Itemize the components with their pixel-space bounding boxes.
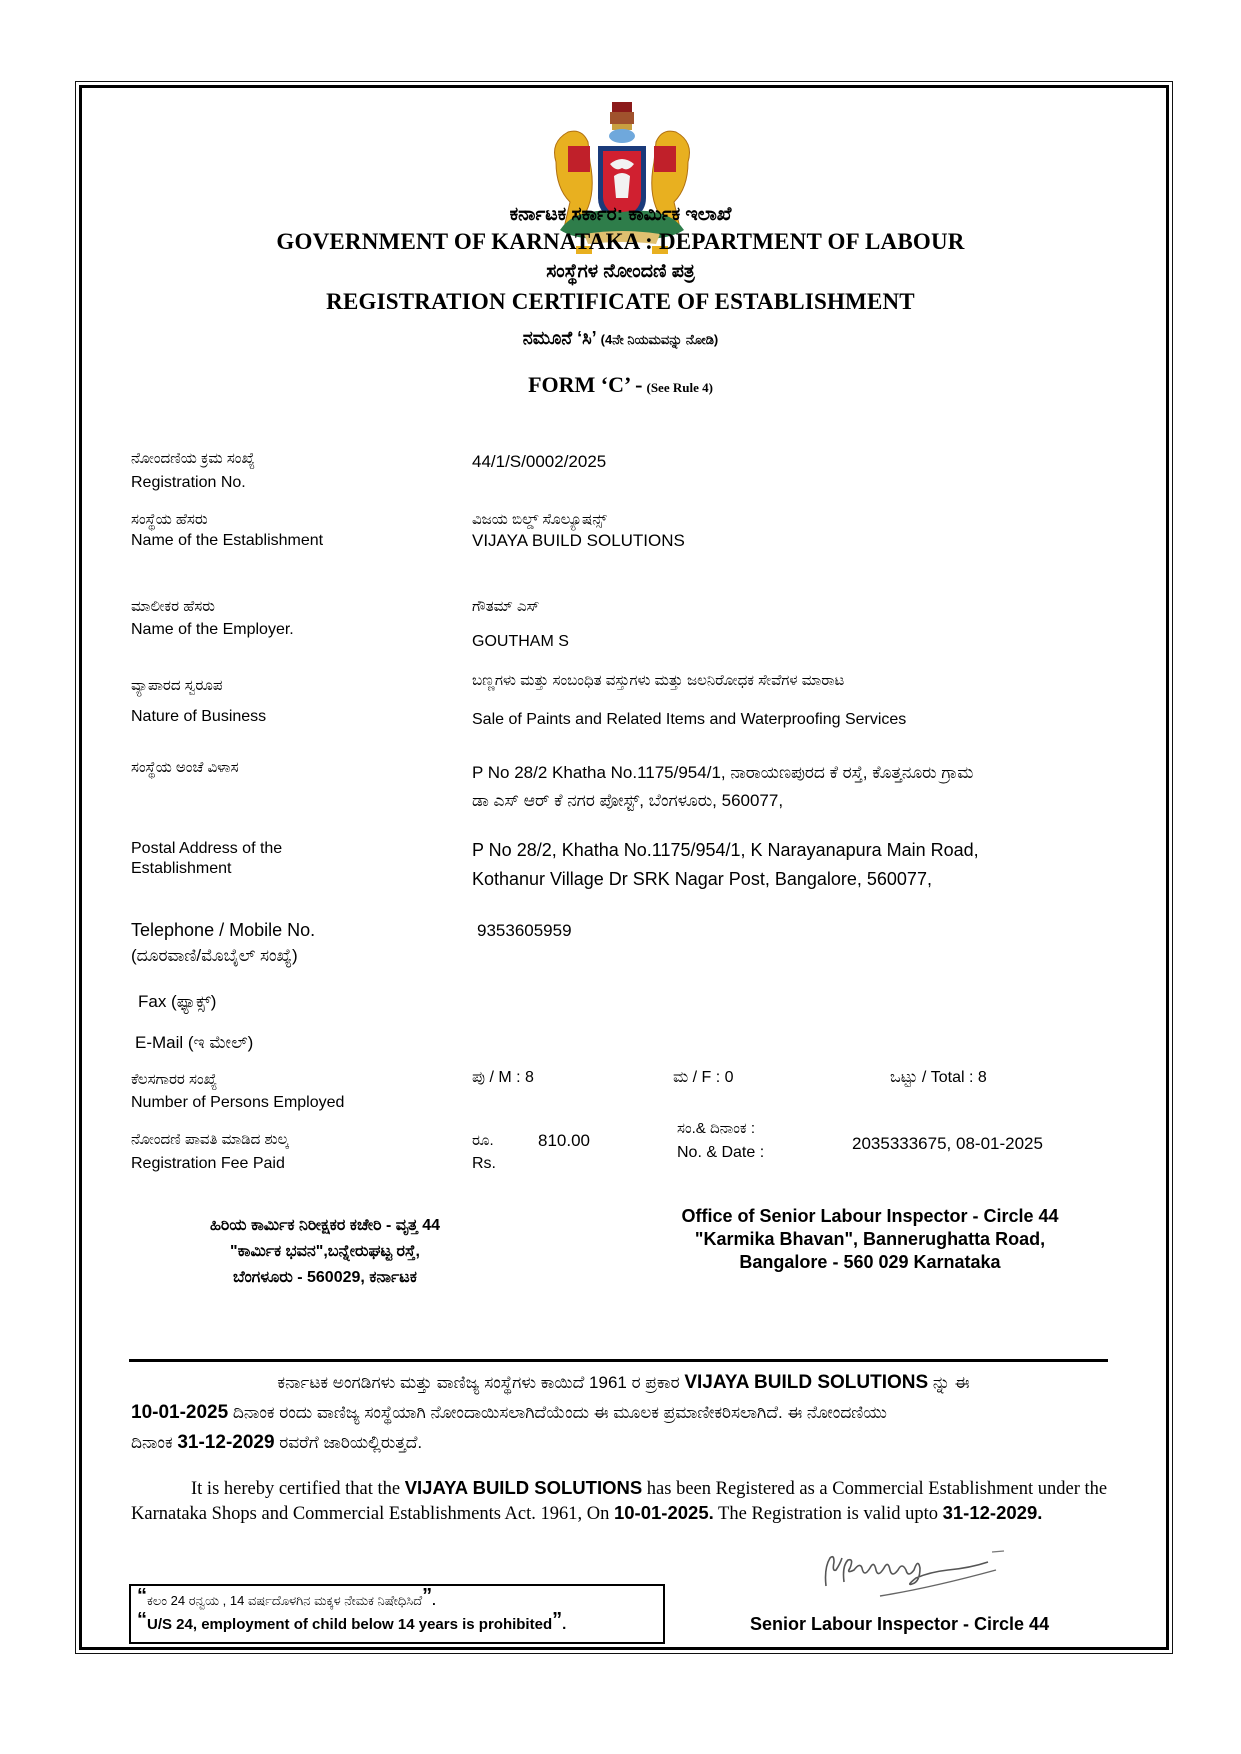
address-kn-line2: ಡಾ ಎಸ್ ಆರ್ ಕೆ ನಗರ ಪೋಸ್ಟ್, ಬೆಂಗಳೂರು, 560077,	[472, 791, 784, 810]
period: .	[562, 1616, 567, 1633]
female-count	[673, 1069, 734, 1087]
male-count	[472, 1069, 534, 1087]
male-count-value: 8	[525, 1069, 534, 1086]
employer-name-value-kn: ಗೌತಮ್ ಎಸ್	[472, 598, 540, 615]
cert-en-date-from: 10-01-2025.	[613, 1502, 714, 1523]
telephone-value: 9353605959	[477, 921, 572, 940]
male-count-label: ಪು / M :	[472, 1069, 521, 1086]
certificate-title-en: REGISTRATION CERTIFICATE OF ESTABLISHMENT	[326, 289, 915, 314]
registration-no-label-kn: ನೋಂದಣಿಯ ಕ್ರಮ ಸಂಖ್ಯೆ	[131, 450, 256, 467]
address-label-kn: ಸಂಸ್ಥೆಯ ಅಂಚೆ ವಿಳಾಸ	[131, 759, 239, 776]
fee-ref-label: No. & Date :	[677, 1144, 765, 1161]
persons-employed-label: Number of Persons Employed	[131, 1094, 345, 1111]
email-label: E-Mail (ಇ ಮೇಲ್)	[135, 1033, 254, 1052]
cert-kn-establishment-name: VIJAYA BUILD SOLUTIONS	[684, 1372, 929, 1393]
fee-currency-en: Rs.	[472, 1155, 496, 1172]
office-kn-line2: "ಕಾರ್ಮಿಕ ಭವನ",ಬನ್ನೇರುಘಟ್ಟ ರಸ್ತೆ,	[230, 1243, 420, 1260]
section-divider	[129, 1359, 1108, 1362]
government-title-kn: ಕರ್ನಾಟಕ ಸರ್ಕಾರ: ಕಾರ್ಮಿಕ ಇಲಾಖೆ	[509, 204, 732, 225]
establishment-name-value-kn: ವಿಜಯ ಬಿಲ್ಡ್ ಸೊಲ್ಯೂಷನ್ಸ್	[472, 511, 607, 528]
form-rule-en: (See Rule 4)	[646, 380, 713, 395]
cert-kn-text: ದಿನಾಂಕ	[131, 1433, 178, 1452]
cert-kn-text: ಕರ್ನಾಟಕ ಅಂಗಡಿಗಳು ಮತ್ತು ವಾಣಿಜ್ಯ ಸಂಸ್ಥೆಗಳು ಕಾಯಿದೆ 1961 ರ ಪ್ರಕಾರ	[277, 1373, 685, 1392]
warning-en-text: U/S 24, employment of child below 14 years is prohibited	[147, 1616, 553, 1633]
office-kn-line3: ಬೆಂಗಳೂರು - 560029, ಕರ್ನಾಟಕ	[233, 1269, 417, 1286]
office-address-en	[620, 1205, 1120, 1274]
cert-kn-date-to: 31-12-2029	[177, 1432, 275, 1453]
cert-en-text: It is hereby certified that the	[191, 1479, 405, 1499]
warning-en	[137, 1609, 657, 1637]
employer-name-value: GOUTHAM S	[472, 633, 569, 650]
certificate-title-kn: ಸಂಸ್ಥೆಗಳ ನೋಂದಣಿ ಪತ್ರ	[546, 261, 695, 282]
business-nature-label: Nature of Business	[131, 708, 267, 725]
warning-kn-text: ಕಲಂ 24 ರನ್ವಯ , 14 ವರ್ಷದೊಳಗಿನ ಮಕ್ಕಳ ನೇಮಕ ನಿಷೇಧಿಸಿದೆ	[147, 1593, 423, 1608]
government-title-en: GOVERNMENT OF KARNATAKA : DEPARTMENT OF LABOUR	[276, 229, 965, 254]
fee-currency-kn: ರೂ.	[472, 1132, 494, 1149]
form-name-en: FORM ‘C’ -	[528, 372, 643, 397]
close-quote: ”	[552, 1609, 563, 1631]
office-en-line3: Bangalore - 560 029 Karnataka	[739, 1252, 1001, 1272]
form-name-kn: ನಮೂನೆ ‘ಸಿ’	[522, 328, 597, 348]
cert-kn-date-from: 10-01-2025	[131, 1402, 229, 1423]
fee-ref-value: 2035333675, 08-01-2025	[852, 1134, 1043, 1153]
cert-kn-text: ರವರೆಗೆ ಜಾರಿಯಲ್ಲಿರುತ್ತದೆ.	[274, 1433, 423, 1452]
fee-amount: 810.00	[538, 1131, 590, 1150]
cert-en-establishment-name: VIJAYA BUILD SOLUTIONS	[404, 1477, 643, 1498]
fee-label-kn: ನೋಂದಣಿ ಪಾವತಿ ಮಾಡಿದ ಶುಲ್ಕ	[131, 1131, 289, 1148]
office-en-line1: Office of Senior Labour Inspector - Circle 44	[681, 1206, 1059, 1226]
period: .	[432, 1593, 436, 1608]
fee-ref-label-kn: ಸಂ.& ದಿನಾಂಕ :	[677, 1120, 756, 1137]
cert-en-text: has been Registered as a Commercial Establishment under the Karnataka Shops and Commercial Establishments Act. 1961, On	[131, 1479, 1108, 1524]
employer-name-label-kn: ಮಾಲೀಕರ ಹೆಸರು	[131, 598, 215, 615]
establishment-name-label-kn: ಸಂಸ್ಥೆಯ ಹೆಸರು	[131, 511, 208, 528]
warning-kn	[137, 1585, 657, 1613]
certification-text-en	[131, 1476, 1121, 1526]
signatory-title: Senior Labour Inspector - Circle 44	[750, 1614, 1050, 1634]
signature-icon	[820, 1548, 1020, 1608]
female-count-label: ಮ / F :	[673, 1069, 725, 1086]
employer-name-label: Name of the Employer.	[131, 621, 294, 638]
registration-no-label: Registration No.	[131, 474, 246, 491]
business-nature-label-kn: ವ್ಯಾಪಾರದ ಸ್ವರೂಪ	[131, 677, 223, 694]
cert-en-text: The Registration is valid upto	[713, 1504, 943, 1524]
telephone-label-kn: (ದೂರವಾಣಿ/ಮೊಬೈಲ್ ಸಂಖ್ಯೆ)	[131, 946, 298, 965]
open-quote: “	[137, 1585, 147, 1607]
office-kn-line1: ಹಿರಿಯ ಕಾರ್ಮಿಕ ನಿರೀಕ್ಷಕರ ಕಚೇರಿ - ವೃತ್ತ 44	[209, 1217, 441, 1234]
establishment-name-label: Name of the Establishment	[131, 532, 324, 549]
cert-en-date-to: 31-12-2029.	[942, 1502, 1043, 1523]
certification-text-kn-line1	[131, 1368, 1116, 1398]
postal-address-label-line1: Postal Address of the	[131, 840, 283, 857]
total-count-label: ಒಟ್ಟು / Total :	[890, 1069, 974, 1086]
postal-address-line2: Kothanur Village Dr SRK Nagar Post, Bangalore, 560077,	[472, 869, 932, 889]
persons-employed-label-kn: ಕೆಲಸಗಾರರ ಸಂಖ್ಯೆ	[131, 1071, 218, 1088]
child-labour-warning-box	[129, 1584, 665, 1644]
office-en-line2: "Karmika Bhavan", Bannerughatta Road,	[694, 1229, 1046, 1249]
cert-kn-text: ನ್ನು ಈ	[928, 1373, 970, 1392]
registration-no-value: 44/1/S/0002/2025	[472, 452, 607, 471]
telephone-label: Telephone / Mobile No.	[131, 920, 316, 940]
fee-label: Registration Fee Paid	[131, 1155, 285, 1172]
cert-kn-text: ದಿನಾಂಕ ರಂದು ವಾಣಿಜ್ಯ ಸಂಸ್ಥೆಯಾಗಿ ನೋಂದಾಯಿಸಲಾಗಿದೆಯೆಂದು ಈ ಮೂಲಕ ಪ್ರಮಾಣೀಕರಿಸಲಾಗಿದೆ. ಈ ನೋಂದಣಿಯು	[228, 1403, 887, 1422]
establishment-name-value: VIJAYA BUILD SOLUTIONS	[472, 531, 685, 550]
open-quote: “	[137, 1609, 147, 1631]
postal-address-label-line2: Establishment	[131, 860, 232, 877]
total-count-value: 8	[977, 1069, 987, 1086]
certification-text-kn-line3	[131, 1428, 1116, 1458]
female-count-value: 0	[724, 1069, 734, 1086]
business-nature-value-kn: ಬಣ್ಣಗಳು ಮತ್ತು ಸಂಬಂಧಿತ ವಸ್ತುಗಳು ಮತ್ತು ಜಲನಿರೋಧಕ ಸೇವೆಗಳ ಮಾರಾಟ	[472, 672, 845, 689]
form-line-kn	[0, 328, 1241, 349]
total-count	[890, 1069, 987, 1087]
address-kn-line1: P No 28/2 Khatha No.1175/954/1, ನಾರಾಯಣಪುರದ ಕೆ ರಸ್ತೆ, ಕೊತ್ತನೂರು ಗ್ರಾಮ	[472, 763, 974, 782]
form-line-en	[0, 372, 1241, 398]
office-address-kn	[160, 1213, 490, 1291]
form-rule-kn: (4ನೇ ನಿಯಮವನ್ನು ನೋಡಿ)	[600, 332, 719, 347]
business-nature-value: Sale of Paints and Related Items and Waterproofing Services	[472, 711, 907, 728]
postal-address-line1: P No 28/2, Khatha No.1175/954/1, K Narayanapura Main Road,	[472, 840, 979, 860]
fax-label: Fax (ಫ್ಯಾಕ್ಸ್)	[138, 992, 217, 1011]
close-quote: ”	[422, 1585, 433, 1607]
certification-text-kn-line2	[131, 1398, 1116, 1428]
